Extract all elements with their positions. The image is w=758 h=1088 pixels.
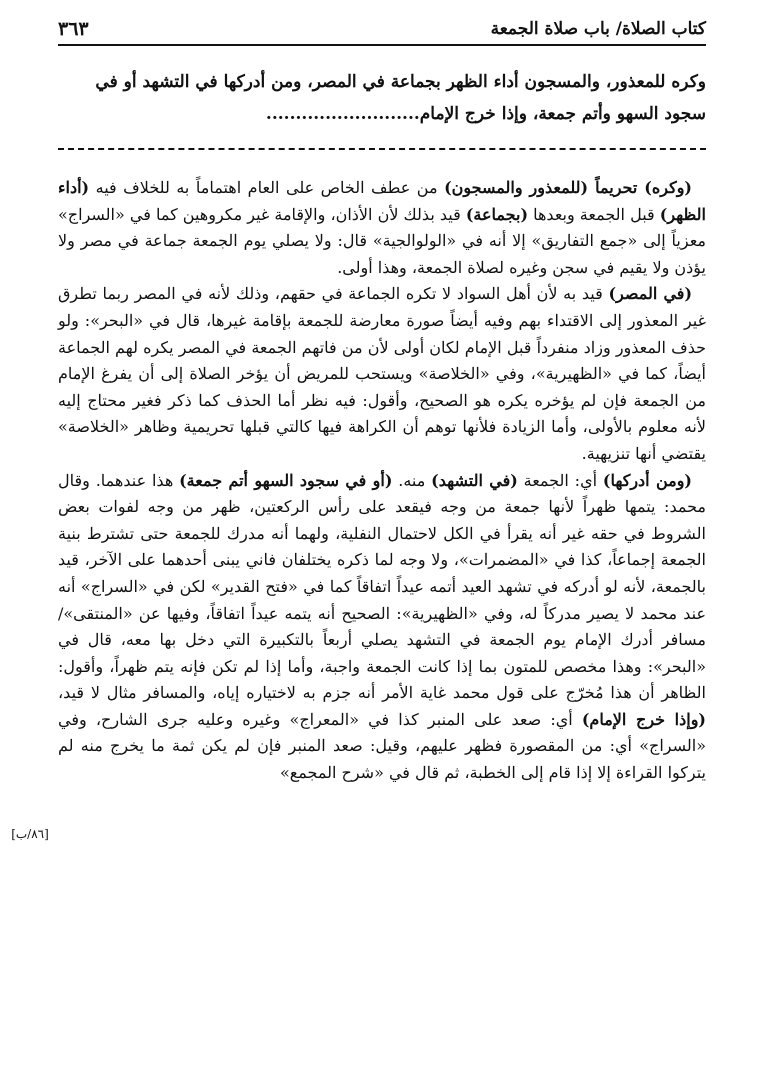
quoted-term: (وإذا خرج الإمام) <box>581 709 706 729</box>
quoted-term: (أداء الظهر) <box>58 178 706 224</box>
main-text-line: وكره للمعذور، والمسجون أداء الظهر بجماعة في المصر، ومن أدركها في التشهد أو في <box>95 72 706 92</box>
separator-line <box>58 148 706 150</box>
quoted-term: (للمعذور والمسجون) <box>444 178 589 197</box>
quoted-term: (في المصر) <box>608 284 693 304</box>
commentary-span: هذا عندهما. وقال محمد: يتمها ظهراً لأنها جمعة من وجه فيقعد على رأس الركعتين، ظهر من وجه لفوات بعض الشروط في حقه غير أنه يقرأ في الكل لاحتمال النفلية، ولهما أنه مدرك للجمعة حتى تشترط بنية الجمعة إجماعاً، كذا في «المضمرات»، ولا وجه لما ذكره يختلفان فاني يبنى أحدهما على الآخر، قيد بالجمعة، لأنه لو أدركه في تشهد العيد أتمه عيداً اتفاقاً كما في «فتح القدير» لكن في «السراج» أنه عند محمد لا يصير مدركاً له، وفي «الظهيرية»: الصحيح أنه يتمه عيداً اتفاقاً، وفيها عن «المنتقى»/ مسافر أدرك الإمام يوم الجمعة في التشهد يصلي أربعاً بالتكبيرة التي دخل بها معه، قال في «البحر»: وهذا مخصص للمتون بما إذا كانت الجمعة واجبة، وأما إذا لم تكن فإنه يتم ظهراً، وأقول: الظاهر أن هذا مُخرّج على قول محمد غاية الأمر أنه جزم به لاختياره إياه، والمسافر مثال لا قيد، <box>58 470 707 703</box>
manuscript-folio-marker: [٨٦/ب] <box>11 827 49 841</box>
commentary-span: قبل الجمعة وبعدها <box>528 204 660 224</box>
commentary-span: أي: الجمعة <box>517 470 603 490</box>
page-number: ٣٦٣ <box>58 18 89 40</box>
commentary-text <box>58 175 706 787</box>
commentary-paragraph <box>58 468 706 787</box>
commentary-paragraph <box>58 281 706 467</box>
chapter-title: كتاب الصلاة/ باب صلاة الجمعة <box>490 19 706 39</box>
quoted-term: (بجماعة) <box>465 204 529 224</box>
running-header <box>58 10 706 46</box>
main-text-line: سجود السهو وأتم جمعة، وإذا خرج الإمام.......................... <box>265 104 706 124</box>
commentary-paragraph <box>58 175 706 281</box>
quoted-term: (في التشهد) <box>431 470 518 490</box>
commentary-span: من عطف الخاص على العام اهتماماً به للخلاف فيه <box>89 178 445 197</box>
commentary-span: قيد به لأن أهل السواد لا تكره الجماعة في حقهم، وذلك لأنه في المصر ربما تطرق غير المعذور إلى الاقتداء بهم وفيه أيضاً صورة معارضة للجمعة بإقامة غيرها، قال في «البحر»: ولو حذف المعذور وزاد منفرداً قبل الإمام لكان أولى لأن من فاتهم الجمعة في المصر يكره لهم الجماعة أيضاً، كما في «الظهيرية»، وفي «الخلاصة» ويستحب للمريض أن يؤخر الصلاة إلى أن يفرغ الإمام من الجمعة فإن لم يؤخره يكره هو الصحيح، وأقول: فيه نظر أما الحذف كما ذكر فغير محتاج إليه لأنه معلوم بالأولى، وأما الزيادة فلأنها توهم أن الكراهة فيها كالتي قبلها تحريمية وظاهر «الخلاصة» يقتضي أنها تنزيهية. <box>58 284 706 463</box>
commentary-span: منه. <box>392 470 432 490</box>
commentary-span: أي: صعد على المنبر كذا في «المعراج» وغيره وعليه جرى الشارح، وفي «السراج» أي: من المقصورة فظهر عليهم، وقيل: صعد المنبر فإن لم يكن ثمة ما يخرج منه لم يتركوا القراءة إلا إذا قام إلى الخطبة، ثم قال في «شرح المجمع» <box>58 709 706 783</box>
quoted-term: (أو في سجود السهو أتم جمعة) <box>179 470 393 490</box>
main-text <box>58 66 706 130</box>
commentary-span: قيد بذلك لأن الأذان، والإقامة غير مكروهين كما في «السراج» معزياً إلى «جمع التفاريق» إلا أنه في «الولوالجية» قال: ولا يصلي يوم الجمعة جماعة في مصر ولا يؤذن ولا يقيم في سجن وغيره لصلاة الجمعة، وهذا أولى. <box>58 204 706 277</box>
quoted-term: (وكره) تحريماً <box>588 178 692 197</box>
quoted-term: (ومن أدركها) <box>602 470 692 490</box>
